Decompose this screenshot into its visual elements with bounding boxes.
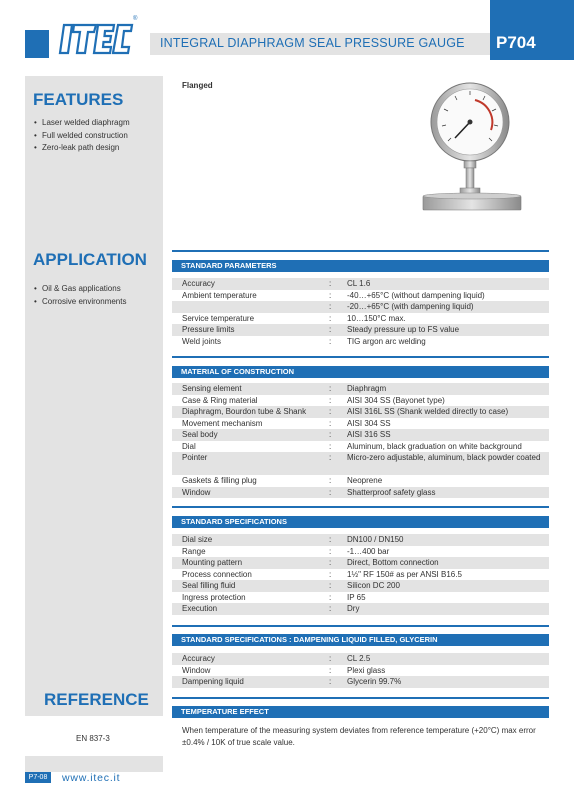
table-row: Gaskets & filling plug : Neoprene — [182, 476, 383, 485]
table-row: Dial size : DN100 / DN150 — [172, 534, 549, 546]
table-row: Service temperature : 10…150°C max. — [182, 313, 406, 323]
table-row: Case & Ring material : AISI 304 SS (Bayonet type) — [182, 395, 445, 405]
section-header-dampening: STANDARD SPECIFICATIONS : DAMPENING LIQUID FILLED, GLYCERIN — [172, 634, 549, 646]
list-item: • Zero-leak path design — [34, 143, 120, 152]
logo-accent-bar — [25, 30, 49, 58]
table-row: Seal body : AISI 316 SS — [172, 429, 549, 441]
left-sidebar — [25, 76, 163, 772]
page-number-badge: P7-08 — [25, 772, 51, 783]
table-row: : -20…+65°C (with dampening liquid) — [172, 301, 549, 313]
section-header-specifications: STANDARD SPECIFICATIONS — [172, 516, 549, 528]
table-row: Dampening liquid : Glycerin 99.7% — [172, 676, 549, 688]
table-row: Dial : Aluminum, black graduation on white background — [182, 441, 522, 451]
section-rule — [172, 356, 549, 358]
table-row: Diaphragm, Bourdon tube & Shank : AISI 316L SS (Shank welded directly to case) — [172, 406, 549, 418]
reference-value: EN 837-3 — [76, 734, 110, 743]
section-rule — [172, 697, 549, 699]
section-rule — [172, 625, 549, 627]
features-title: FEATURES — [33, 90, 124, 109]
section-header-standard-parameters: STANDARD PARAMETERS — [172, 260, 549, 272]
pressure-gauge-image — [415, 82, 523, 224]
table-row: Ambient temperature : -40…+65°C (without dampening liquid) — [182, 290, 485, 300]
list-item: • Corrosive environments — [34, 296, 127, 306]
section-header-temperature-effect: TEMPERATURE EFFECT — [172, 706, 549, 718]
table-row: Sensing element : Diaphragm — [172, 383, 549, 395]
product-variant: Flanged — [182, 81, 213, 90]
temperature-effect-text: When temperature of the measuring system deviates from reference temperature (+20°C) max error ±0.4% / 10K of true scale value. — [182, 726, 536, 747]
list-item: • Laser welded diaphragm — [34, 118, 130, 127]
table-row: Window : Shatterproof safety glass — [172, 487, 549, 499]
list-item: • Oil & Gas applications — [34, 284, 121, 293]
table-row: Pressure limits : Steady pressure up to FS value — [172, 324, 549, 336]
section-header-material: MATERIAL OF CONSTRUCTION — [172, 366, 549, 378]
table-row: Window : Plexi glass — [182, 665, 386, 675]
features-list — [34, 117, 130, 155]
registered-mark: ® — [133, 16, 138, 22]
section-rule — [172, 250, 549, 252]
itec-logo — [58, 17, 134, 59]
table-row: Weld joints : TIG argon arc welding — [182, 336, 426, 346]
website-link[interactable]: www.itec.it — [62, 772, 121, 784]
table-row: Ingress protection : IP 65 — [182, 592, 366, 602]
list-item: • Full welded construction — [34, 130, 128, 140]
table-row: Mounting pattern : Direct, Bottom connection — [172, 557, 549, 569]
table-row: Accuracy : CL 2.5 — [172, 653, 549, 665]
table-row: Process connection : 1½" RF 150# as per ANSI B16.5 — [182, 569, 462, 579]
section-rule — [172, 506, 549, 508]
table-row: Seal filling fluid : Silicon DC 200 — [172, 580, 549, 592]
table-row: Movement mechanism : AISI 304 SS — [182, 418, 391, 428]
reference-title: REFERENCE — [44, 690, 149, 709]
table-row: Execution : Dry — [172, 603, 549, 615]
table-row: Accuracy : CL 1.6 — [172, 278, 549, 290]
table-row: Pointer : Micro-zero adjustable, aluminum, black powder coated — [172, 452, 549, 475]
table-row: Range : -1…400 bar — [182, 546, 390, 556]
application-list — [34, 283, 126, 308]
page-title: INTEGRAL DIAPHRAGM SEAL PRESSURE GAUGE — [160, 36, 465, 50]
product-code: P704 — [496, 33, 536, 52]
application-title: APPLICATION — [33, 250, 147, 269]
